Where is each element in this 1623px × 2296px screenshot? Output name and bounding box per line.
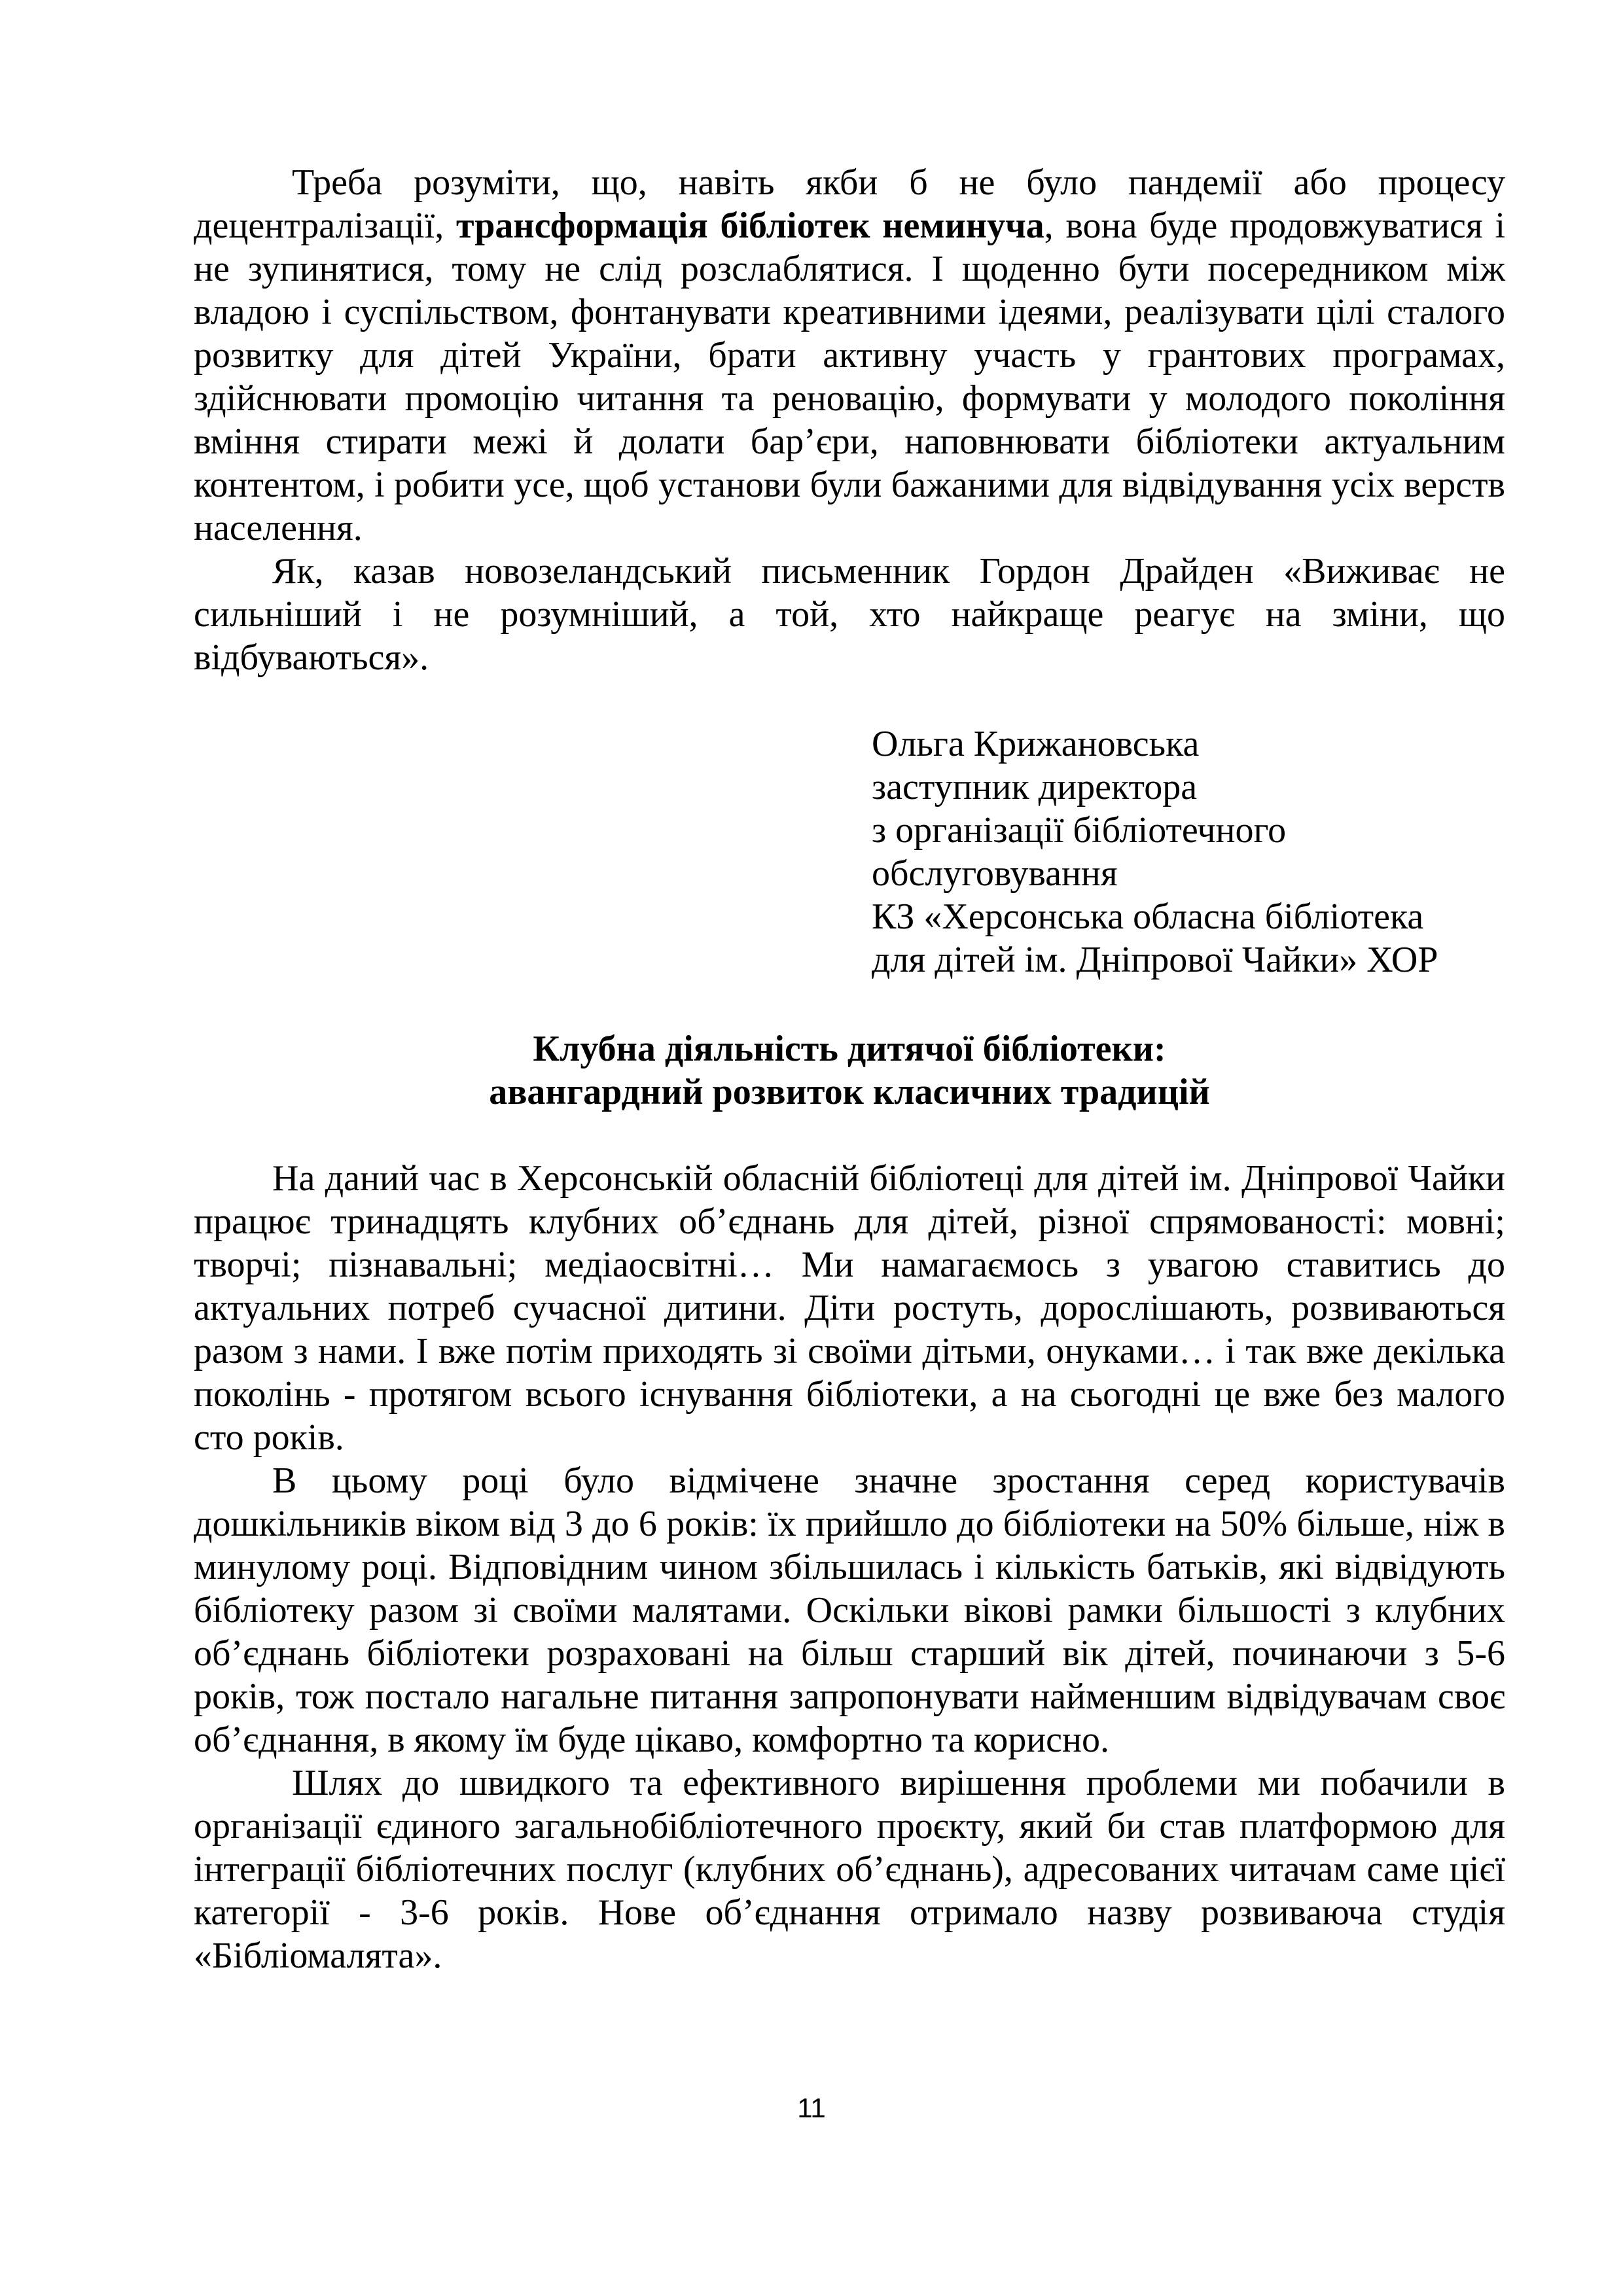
section-paragraph-1: На даний час в Херсонській обласній бібліотеці для дітей ім. Дніпрової Чайки працює тринадцять клубних об’єднань для дітей, різної спрямованості: мовні; творчі; пізнавальні; медіаосвітні… Ми намагаємось з увагою ставитись до актуальних потреб сучасної дитини. Діти ростуть, дорослішають, розвиваються разом з нами. І вже потім приходять зі своїми дітьми, онуками… і так вже декілька поколінь - протягом всього існування бібліотеки, а на сьогодні це вже без малого сто років. bbox=[194, 1158, 1505, 1458]
page-number: 11 bbox=[797, 2093, 826, 2123]
signature-block bbox=[872, 722, 1505, 981]
section-heading bbox=[194, 1027, 1505, 1114]
signature-line: заступник директора bbox=[872, 767, 1198, 807]
signature-line: для дітей ім. Дніпрової Чайки» ХОР bbox=[872, 940, 1438, 980]
intro-p1-text-end: , вона буде продовжуватися і не зупинятися, тому не слід розслаблятися. І щоденно бути посередником між владою і суспільством, фонтанувати креативними ідеями, реалізувати цілі сталого розвитку для дітей України, брати активну участь у грантових програмах, здійснювати промоцію читання та реновацію, формувати у молодого покоління вміння стирати межі й долати бар’єри, наповнювати бібліотеки актуальним контентом, і робити усе, щоб установи були бажаними для відвідування усіх верств населення. bbox=[194, 205, 1506, 548]
section-paragraph-2: В цьому році було відмічене значне зростання серед користувачів дошкільників віком від 3 до 6 років: їх прийшло до бібліотеки на 50% більше, ніж в минулому році. Відповідним чином збільшилась і кількість батьків, які відвідують бібліотеку разом зі своїми малятами. Оскільки вікові рамки більшості з клубних об’єднань бібліотеки розраховані на більш старший вік дітей, починаючи з 5-6 років, тож постало нагальне питання запропонувати найменшим відвідувачам своє об’єднання, в якому їм буде цікаво, комфортно та корисно. bbox=[194, 1460, 1505, 1760]
section-title-line-1: Клубна діяльність дитячої бібліотеки: bbox=[533, 1029, 1166, 1069]
signature-line: КЗ «Херсонська обласна бібліотека bbox=[872, 896, 1424, 937]
intro-p1-text-start: Треба розуміти, що, навіть якби б не було пандемії або процесу децентралізації, bbox=[194, 162, 1505, 246]
signature-line: з організації бібліотечного bbox=[872, 810, 1287, 851]
signature-name: Ольга Крижановська bbox=[872, 724, 1200, 764]
signature-line: обслуговування bbox=[872, 853, 1118, 894]
intro-p1-bold-phrase: трансформація бібліотек неминуча bbox=[456, 205, 1044, 246]
section-paragraph-3: Шлях до швидкого та ефективного вирішення проблеми ми побачили в організації єдиного загальнобібліотечного проєкту, який би став платформою для інтеграції бібліотечних послуг (клубних об’єднань), адресованих читачам саме цієї категорії - 3-6 років. Нове об’єднання отримало назву розвиваюча студія «Бібліомалята». bbox=[194, 1763, 1505, 1976]
intro-paragraph-2: Як, казав новозеландський письменник Гордон Драйден «Виживає не сильніший і не розумніший, а той, хто найкраще реагує на зміни, що відбуваються». bbox=[194, 551, 1505, 678]
section-title-line-2: авангардний розвиток класичних традицій bbox=[489, 1072, 1210, 1112]
document-page bbox=[194, 161, 1505, 1977]
intro-paragraph-1 bbox=[194, 161, 1505, 550]
